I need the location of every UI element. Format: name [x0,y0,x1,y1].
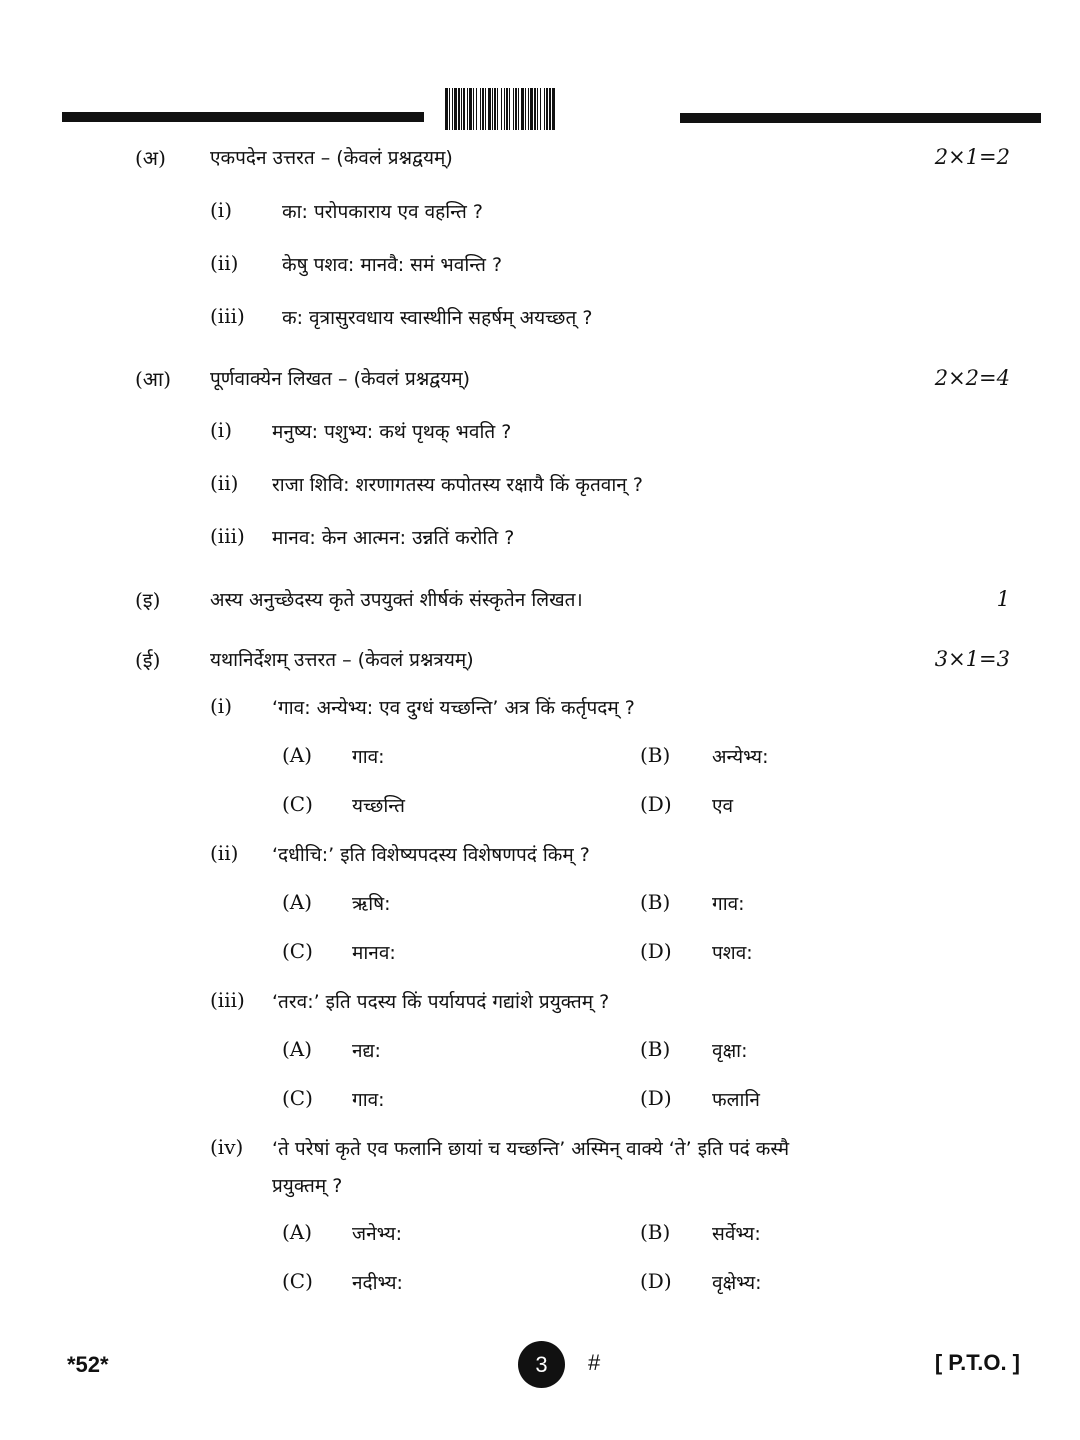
option-a[interactable]: जनेभ्य: [352,1223,402,1245]
hash-mark: # [588,1350,601,1375]
question-text: ‘दधीचि:’ इति विशेष्यपदस्य विशेषणपदं किम् ? [272,844,590,866]
page-number-badge [518,1341,565,1388]
option-c[interactable]: यच्छन्ति [352,795,405,817]
option-d[interactable]: फलानि [712,1089,760,1111]
barcode-icon [445,88,661,130]
option-key: (A) [282,743,313,767]
option-key: (C) [282,1269,313,1293]
question-number: (i) [210,418,233,442]
option-a[interactable]: नद्य: [352,1040,381,1062]
option-key: (B) [640,743,671,767]
section-label: (इ) [135,588,161,612]
option-key: (D) [640,1269,672,1293]
question-number: (iii) [210,988,245,1012]
question-number: (ii) [210,251,239,275]
question-number: (ii) [210,841,239,865]
question-text: राजा शिवि: शरणागतस्य कपोतस्य रक्षायै किं कृतवान् ? [272,474,643,496]
option-key: (A) [282,890,313,914]
option-key: (A) [282,1220,313,1244]
section-title: पूर्णवाक्येन लिखत – (केवलं प्रश्नद्वयम्) [210,368,470,390]
question-number: (i) [210,694,233,718]
barcode-bar [552,88,555,130]
section-title: अस्य अनुच्छेदस्य कृते उपयुक्तं शीर्षकं संस्कृतेन लिखत। [210,589,583,611]
option-key: (B) [640,1037,671,1061]
question-text: क: वृत्रासुरवधाय स्वास्थीनि सहर्षम् अयच्छत् ? [282,307,593,329]
question-text: ‘ते परेषां कृते एव फलानि छायां च यच्छन्ति’ अस्मिन् वाक्ये ‘ते’ इति पदं कस्मै [272,1138,790,1160]
pto-label: [ P.T.O. ] [934,1350,1020,1375]
option-a[interactable]: गाव: [352,746,385,768]
question-text: ‘तरव:’ इति पदस्य किं पर्यायपदं गद्यांशे प्रयुक्तम् ? [272,991,610,1013]
question-number: (i) [210,198,233,222]
question-text: का: परोपकाराय एव वहन्ति ? [282,201,483,223]
option-b[interactable]: वृक्षा: [712,1040,748,1062]
option-key: (C) [282,939,313,963]
question-number: (iii) [210,304,245,328]
option-key: (B) [640,1220,671,1244]
option-d[interactable]: एव [712,795,734,817]
question-text: मनुष्य: पशुभ्य: कथं पृथक् भवति ? [272,421,512,443]
option-b[interactable]: गाव: [712,893,745,915]
option-key: (C) [282,792,313,816]
option-key: (D) [640,1086,672,1110]
question-number: (ii) [210,471,239,495]
section-label: (आ) [135,367,172,391]
section-marks: 2×2=4 [934,366,1010,390]
question-text-continued: प्रयुक्तम् ? [272,1175,343,1197]
option-key: (D) [640,939,672,963]
question-number: (iii) [210,524,245,548]
header-rule-left [62,112,424,122]
option-d[interactable]: पशव: [712,942,753,964]
question-text: मानव: केन आत्मन: उन्नतिं करोति ? [272,527,515,549]
paper-code: *52* [67,1352,109,1377]
option-a[interactable]: ऋषि: [352,893,391,915]
section-title: एकपदेन उत्तरत – (केवलं प्रश्नद्वयम्) [210,147,453,169]
page-number: 3 [535,1351,548,1377]
option-key: (A) [282,1037,313,1061]
option-d[interactable]: वृक्षेभ्य: [712,1272,762,1294]
option-b[interactable]: सर्वेभ्य: [712,1223,761,1245]
option-c[interactable]: गाव: [352,1089,385,1111]
question-text: ‘गाव: अन्येभ्य: एव दुग्धं यच्छन्ति’ अत्र किं कर्तृपदम् ? [272,697,635,719]
option-c[interactable]: मानव: [352,942,396,964]
section-marks: 3×1=3 [934,647,1010,671]
section-label: (ई) [135,648,161,672]
section-marks: 2×1=2 [934,145,1010,169]
question-text: केषु पशव: मानवै: समं भवन्ति ? [282,254,503,276]
option-key: (D) [640,792,672,816]
option-b[interactable]: अन्येभ्य: [712,746,769,768]
section-label: (अ) [135,146,166,170]
question-number: (iv) [210,1135,244,1159]
option-c[interactable]: नदीभ्य: [352,1272,403,1294]
option-key: (C) [282,1086,313,1110]
header-rule-right [680,113,1041,123]
section-marks: 1 [996,587,1010,611]
option-key: (B) [640,890,671,914]
section-title: यथानिर्देशम् उत्तरत – (केवलं प्रश्नत्रयम्) [210,649,474,671]
